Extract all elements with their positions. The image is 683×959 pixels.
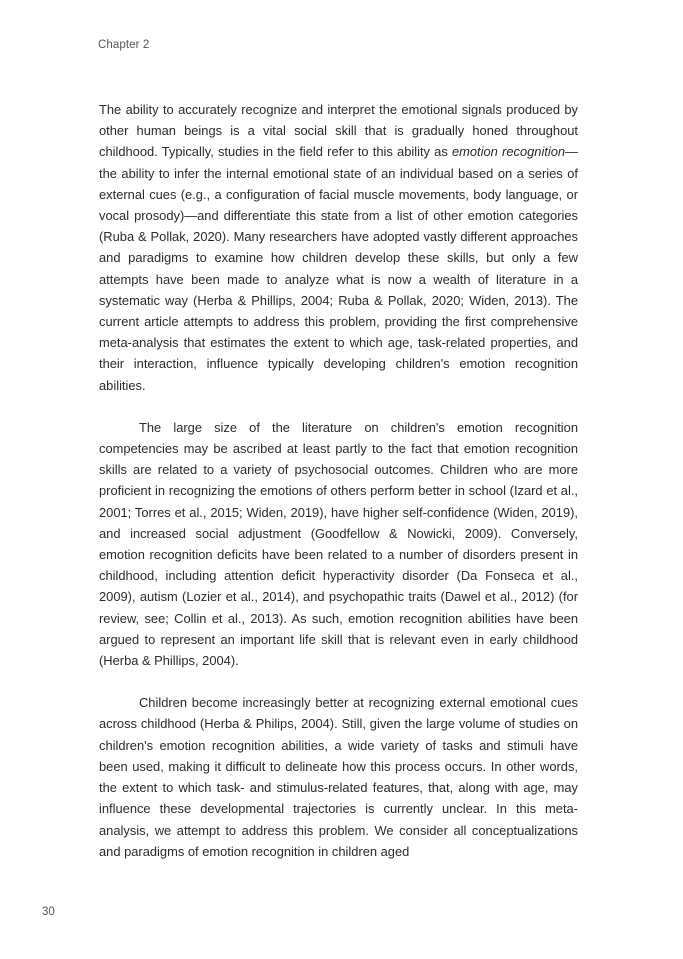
body-text bbox=[99, 99, 578, 883]
paragraph-2: The large size of the literature on children's emotion recognition competencies may be ascribed at least partly to the fact that emotion recognition skills are related to a variety of psychosocial outcomes. Children who are more proficient in recognizing the emotions of others perform better in school (Izard et al., 2001; Torres et al., 2015; Widen, 2019), have higher self-confidence (Widen, 2019), and increased social adjustment (Goodfellow & Nowicki, 2009). Conversely, emotion recognition deficits have been related to a number of disorders present in childhood, including attention deficit hyperactivity disorder (Da Fonseca et al., 2009), autism (Lozier et al., 2014), and psychopathic traits (Dawel et al., 2012) (for review, see; Collin et al., 2013). As such, emotion recognition abilities have been argued to represent an important life skill that is relevant even in early childhood (Herba & Phillips, 2004). bbox=[99, 419, 578, 669]
paragraph-1-lead: The ability to accurately recognize and interpret the emotional signals produced by other human beings is a vital social skill that is gradually honed throughout childhood. Typically, studies in the field refer to this ability as bbox=[99, 102, 578, 160]
page-number: 30 bbox=[42, 906, 55, 918]
paragraph-1-rest: —the ability to infer the internal emotional state of an individual based on a series of external cues (e.g., a configuration of facial muscle movements, body language, or vocal prosody)—and differentiate this state from a list of other emotion categories (Ruba & Pollak, 2020). Many researchers have adopted vastly different approaches and paradigms to examine how children develop these skills, but only a few attempts have been made to analyze what is now a wealth of literature in a systematic way (Herba & Phillips, 2004; Ruba & Pollak, 2020; Widen, 2013). The current article attempts to address this problem, providing the first comprehensive meta-analysis that estimates the extent to which age, task-related properties, and their interaction, influence typically developing children's emotion recognition abilities. bbox=[99, 144, 578, 393]
paragraph-1 bbox=[99, 99, 578, 396]
term-emotion-recognition: emotion recognition bbox=[451, 144, 566, 160]
running-header-chapter: Chapter 2 bbox=[98, 39, 150, 51]
paragraph-3: Children become increasingly better at recognizing external emotional cues across childhood (Herba & Philips, 2004). Still, given the large volume of studies on children's emotion recognition abilities, a wide variety of tasks and stimuli have been used, making it difficult to delineate how this process occurs. In other words, the extent to which task- and stimulus-related features, that, along with age, may influence these developmental trajectories is currently unclear. In this meta-analysis, we attempt to address this problem. We consider all conceptualizations and paradigms of emotion recognition in children aged bbox=[99, 695, 578, 859]
